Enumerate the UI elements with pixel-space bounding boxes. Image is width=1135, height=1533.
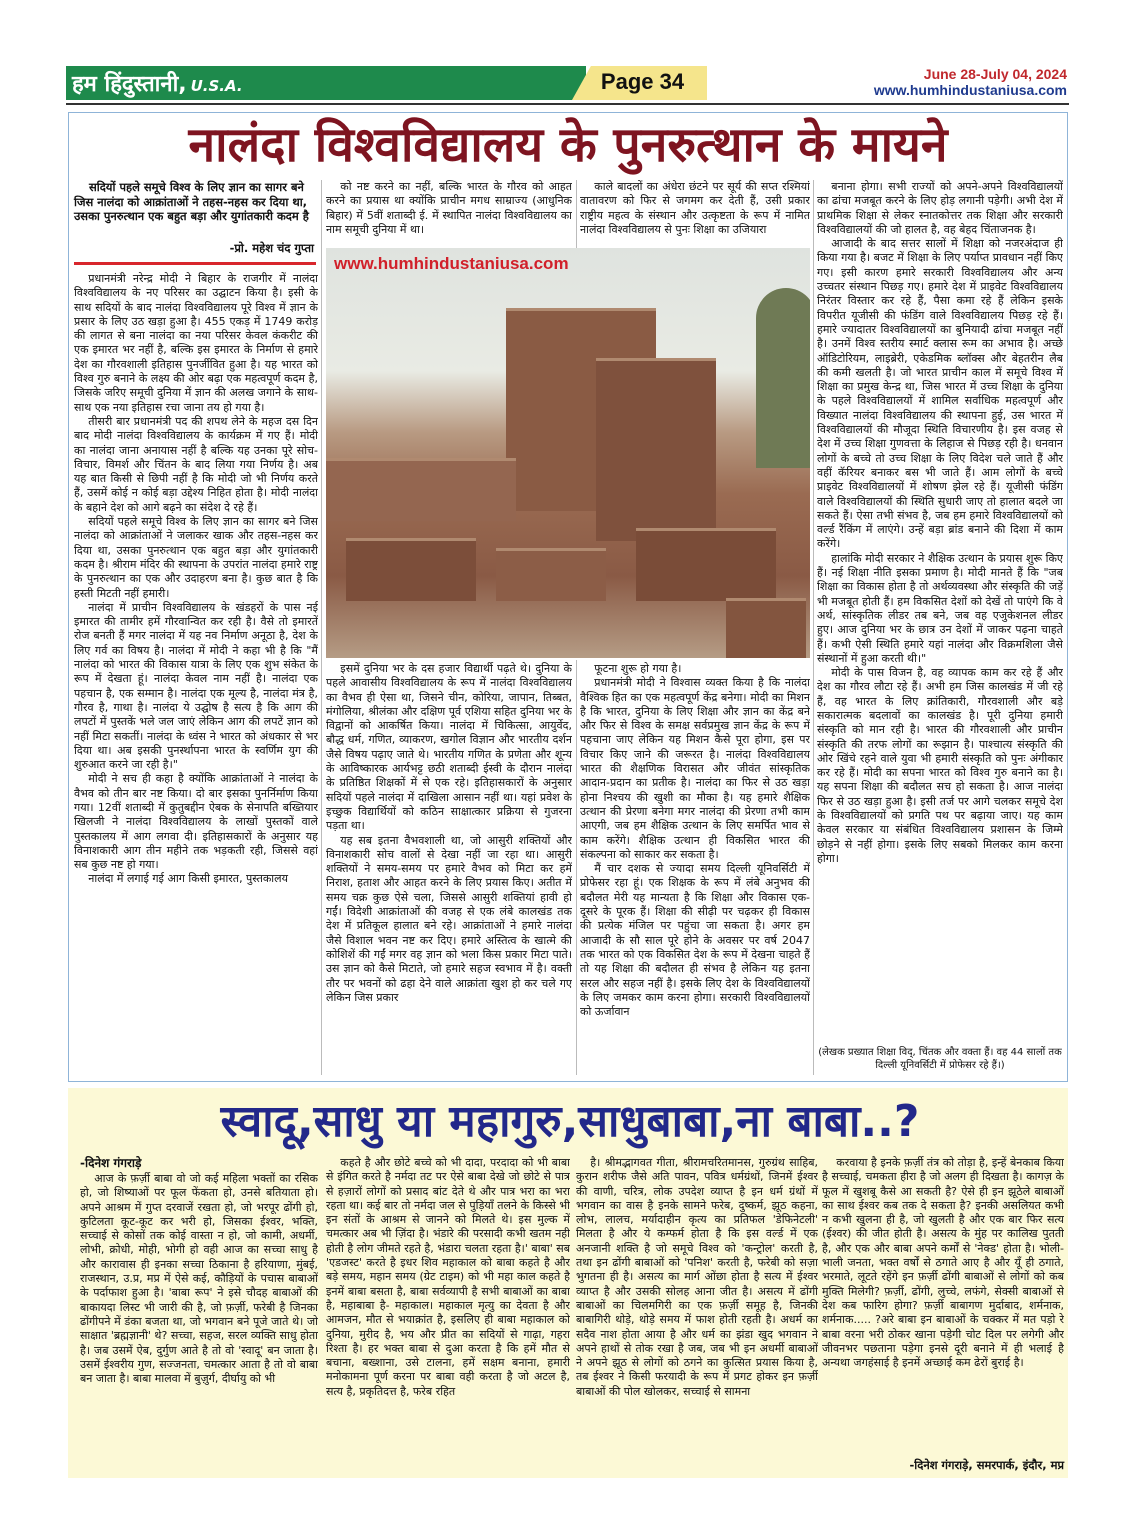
paragraph: करवाया है इनके फ़र्ज़ी तंत्र को तोड़ा है, इन्हें बेनकाब किया है सच्चाई, चमकता हीरा है जो अलग ही दिखता है। कागज़ के फूल में खुशबू कैसे आ सकती है? ऐसे ही इन झूठेले बाबाओं का साथ ईश्वर कब तक दे सकता है? इनकी असलियत कभी न कभी खुलना ही है, जो खुलती है और एक बार फिर सत्य (ईश्वर) की जीत होती है। असत्य के मुंह पर कालिख पुतती है, और एक और बाबा अपने कर्मों से 'नेक्ड' होता है। भोली-भाली जनता, भक्त वर्षों से ठगाते आए है और यूँ ही ठगाते, भरमाते, लूटते रहेंगे इन फ़र्ज़ी ढोंगी बाबाओं से लोगों को कब मुक्ति मिलेगी? फ़र्ज़ी, ढोंगी, लुच्चे, लफंगे, सेक्सी बाबाओं से देश कब फारिग होगा? फ़र्ज़ी बाबागण मुर्दाबाद, शर्मनाक, शर्मनाक..... ?अरे बाबा इन बाबाओं के चक्कर में मत पड़ो रे बाबा वरना भरी ठोकर खाना पड़ेगी चोट दिल पर लगेगी और जीवनभर पछताना पड़ेगा इनसे दूरी बनाने में ही भलाई है अन्यथा जगहंसाई है इनमें अच्छाई कम ढेरों बुराई है। [822, 1156, 1064, 1370]
ruin-block [636, 528, 776, 601]
paragraph: है। श्रीमद्भागवत गीता, श्रीरामचरितमानस, गुरुग्रंथ साहिब, कुरान शरीफ जैसे अति पावन, पवित्र धर्मग्रंथों, जिनमें ईश्वर की वाणी, चरित्र, लोक उपदेश व्याप्त है इन धर्म ग्रंथों में भगवान का वास है इनके सामने फरेब, दुष्कर्म, झूठ कहना, लोभ, लालच, मर्यादाहीन कृत्य का प्रतिफल 'डेफिनेटली' मिलता है और ये कम्फर्म होता है कि इस वर्ल्ड में एक अनजानी शक्ति है जो समूचे विश्व को 'कन्ट्रोल' करती है, तथा इन ढोंगी बाबाओं को 'पनिश' करती है, फरेबी को सज़ा भुगतना ही है। असत्य का मार्ग ओंछा होता है सत्य में ईश्वर व्याप्त है और उसकी सोलह आना जीत है। असत्य में ढोंगी बाबाओं का चिलमगिरी का एक फ़र्ज़ी समूह है, जिनकी बाबागिरी थोड़े, थोड़े समय में फाश होती रहती है। अधर्म का सदैव नाश होता आया है और धर्म का झंडा खुद भगवान ने अपने हाथों से तोक रखा है जब, जब भी इन अधर्मी बाबाओं ने अपने झूठ से लोगों को ठगने का कुत्सित प्रयास किया है, तब ईश्वर ने किसी फरयादी के रूप में प्रगट होकर इन फ़र्ज़ी बाबाओं की पोल खोलकर, सच्चाई से सामना [576, 1156, 818, 1398]
issue-date: June 28-July 04, 2024 [923, 66, 1067, 82]
column-rule [813, 180, 814, 1075]
paragraph: सदियों पहले समूचे विश्व के लिए ज्ञान का सागर बने जिस नालंदा को आक्रांताओं ने जलाकर खाक और तहस-नहस कर दिया था, उसका पुनरुत्थान एक बहुत बड़ा और युगांतकारी कदम है। श्रीराम मंदिर की स्थापना के उपरांत नालंदा हमारे राष्ट्र के पुनरुत्थान का एक और उदाहरण बना है। कुछ बात है कि हस्ती मिटती नहीं हमारी। [74, 515, 318, 600]
second-article-column-3 [576, 1156, 818, 1474]
ruin-tower [596, 358, 716, 541]
article-column-2-bottom [326, 662, 572, 1076]
article-column-1 [74, 272, 318, 1078]
article-headline: नालंदा विश्वविद्यालय के पुनरुत्थान के मायने [188, 117, 948, 173]
column-rule [576, 660, 577, 1075]
author-note: (लेखक प्रख्यात शिक्षा विद्, चिंतक और वक्ता हैं। वह 44 सालों तक दिल्ली यूनिवर्सिटी में प्रोफेसर रहे हैं।) [818, 1047, 1062, 1071]
paragraph: मोदी के पास विजन है, वह व्यापक काम कर रहे हैं और देश का गौरव लौटा रहे हैं। अभी हम जिस कालखंड में जी रहे हैं, वह भारत के लिए क्रांतिकारी, गौरवशाली और बड़े सकारात्मक बदलावों का कालखंड है। पूरी दुनिया हमारी संस्कृति को मान रही है। भारत की गौरवशाली और प्राचीन संस्कृति की तरफ लोगों का रूझान है। पाश्चात्य संस्कृति की ओर खिंचे रहने वाले युवा भी हमारी संस्कृति को पुनः अंगीकार कर रहे हैं। मोदी का सपना भारत को विश्व गुरु बनाने का है। यह सपना शिक्षा की बदौलत सच हो सकता है। आज नालंदा फिर से उठ खड़ा हुआ है। इसी तर्ज पर आगे चलकर समूचे देश के विश्वविद्यालयों को प्रगति पथ पर बढ़ाया जाए। यह काम केवल सरकार या संबंधित विश्वविद्यालय प्रशासन के जिम्मे छोड़ने से नहीं होगा। इसके लिए सबको मिलकर काम करना होगा। [817, 666, 1063, 865]
nalanda-ruins-photo [326, 248, 810, 658]
article-column-3-top [580, 180, 810, 246]
publication-region: U.S.A. [190, 77, 243, 95]
paragraph: बनाना होगा। सभी राज्यों को अपने-अपने विश्वविद्यालयों का ढांचा मजबूत करने के लिए होड़ लगानी पड़ेगी। अभी देश में प्राथमिक शिक्षा से लेकर स्नातकोत्तर तक शिक्षा और सरकारी विश्वविद्यालयों की जो हालत है, वह बेहद चिंताजनक है। [817, 180, 1063, 236]
second-article-signature: -दिनेश गंगराड़े, समरपार्क, इंदौर, मप्र [822, 1458, 1064, 1473]
article-column-2-top [326, 180, 572, 246]
ruin-wall [326, 458, 516, 521]
ruin-block [726, 598, 806, 658]
paragraph: आजादी के बाद सत्तर सालों में शिक्षा को नजरअंदाज ही किया गया है। बजट में शिक्षा के लिए पर्याप्त प्रावधान नहीं किए गए। इसी कारण हमारे सरकारी विश्वविद्यालय और अन्य उच्चतर संस्थान पिछड़ गए। हमारे देश में प्राइवेट विश्वविद्यालय निरंतर विस्तार कर रहे हैं, पैसा कमा रहे हैं लेकिन इसके विपरीत यूजीसी की फंडिंग वाले विश्वविद्यालय पिछड़ रहे हैं। हमारे ज्यादातर विश्वविद्यालयों का बुनियादी ढांचा मजबूत नहीं है। उनमें विश्व स्तरीय स्मार्ट क्लास रूम का अभाव है। अच्छे ऑडिटोरियम, लाइब्रेरी, एकेडमिक ब्लॉक्स और बेहतरीन लैब की कमी खलती है। जो भारत प्राचीन काल में समूचे विश्व में शिक्षा का प्रमुख केन्द्र था, जिस भारत में उच्च शिक्षा के दुनिया के पहले विश्वविद्यालयों में शामिल सर्वाधिक महत्वपूर्ण और विख्यात नालंदा विश्वविद्यालय की स्थापना हुई, उस भारत में विश्वविद्यालयों की मौजूदा स्थिति विचारणीय है। इस वजह से देश में उच्च शिक्षा गुणवत्ता के लिहाज से पिछड़ रही है। धनवान लोगों के बच्चे तो उच्च शिक्षा के लिए विदेश चले जाते हैं और वहीं कॅरियर बनाकर बस भी जाते हैं। आम लोगों के बच्चे प्राइवेट विश्वविद्यालयों में शोषण झेल रहे हैं। यूजीसी फंडिंग वाले विश्वविद्यालयों की स्थिति सुधारी जाए तो हालात बदले जा सकते हैं। ऐसा तभी संभव है, जब हम हमारे विश्वविद्यालयों को वर्ल्ड रैंकिंग में लाएंगे। उन्हें बड़ा ब्रांड बनाने की दिशा में काम करेंगे। [817, 237, 1063, 551]
second-article-column-1 [80, 1172, 318, 1472]
article-column-3-bottom [580, 662, 810, 1076]
page-number: Page 34 [600, 69, 685, 94]
column-rule [576, 180, 577, 248]
paragraph: यह सब इतना वैभवशाली था, जो आसुरी शक्तियों और विनाशकारी सोच वालों से देखा नहीं जा रहा था। आसुरी शक्तियों ने समय-समय पर हमारे वैभव को मिटा कर हमें निराश, हताश और आहत करने के लिए प्रयास किए। अतीत में समय चक्र कुछ ऐसे चला, जिससे आसुरी शक्तियां हावी हो गईं। विदेशी आक्रांताओं की वजह से एक लंबे कालखंड तक देश में प्रतिकूल हालात बने रहे। आक्रांताओं ने हमारे नालंदा जैसे विशाल भवन नष्ट कर दिए। हमारे अस्तित्व के खात्मे की कोशिशें की गईं मगर वह ज्ञान को भला किस प्रकार मिटा पाते। उस ज्ञान को कैसे मिटाते, जो हमारे सहज स्वभाव में है। वक्ती तौर पर भवनों को ढहा देने वाले आक्रांता खुश हो कर चले गए लेकिन जिस प्रकार [326, 833, 572, 1004]
publication-name [72, 68, 243, 98]
paragraph: को नष्ट करने का नहीं, बल्कि भारत के गौरव को आहत करने का प्रयास था क्योंकि प्राचीन मगध साम्राज्य (आधुनिक बिहार) में 5वीं शताब्दी ई. में स्थापित नालंदा विश्वविद्यालय का नाम समूची दुनिया में था। [326, 180, 572, 236]
paragraph: तीसरी बार प्रधानमंत्री पद की शपथ लेने के महज दस दिन बाद मोदी नालंदा विश्वविद्यालय के कार्यक्रम में गए हैं। मोदी का नालंदा जाना अनायास नहीं है बल्कि यह उनका पूरे सोच-विचार, विमर्श और चिंतन के बाद लिया गया निर्णय है। अब यह बात किसी से छिपी नहीं है कि मोदी जो भी निर्णय करते हैं, उसमें कोई न कोई बड़ा उद्देश्य निहित होता है। मोदी नालंदा के बहाने देश को आगे बढ़ने का संदेश दे रहे हैं। [74, 414, 318, 514]
quote-divider [74, 262, 316, 265]
paragraph: नालंदा में प्राचीन विश्वविद्यालय के खंडहरों के पास नई इमारत की तामीर हमें गौरवान्वित कर रही है। वैसे तो इमारतें रोज बनती हैं मगर नालंदा में यह नव निर्माण अनूठा है, देश के लिए गर्व का विषय है। नालंदा में मोदी ने कहा भी है कि "मैं नालंदा को भारत की विकास यात्रा के लिए एक शुभ संकेत के रूप में देखता हूं। नालंदा केवल नाम नहीं है। नालंदा एक पहचान है, एक सम्मान है। नालंदा एक मूल्य है, नालंदा मंत्र है, गौरव है, गाथा है। नालंदा ये उद्घोष है सत्य है कि आग की लपटों में पुस्तकें भले जल जाएं लेकिन आग की लपटें ज्ञान को नहीं मिटा सकतीं। नालंदा के ध्वंस ने भारत को अंधकार से भर दिया था। अब इसकी पुनर्स्थापना भारत के स्वर्णिम युग की शुरुआत करने जा रही है।" [74, 600, 318, 772]
paragraph: आज के फ़र्ज़ी बाबा वो जो कई महिला भक्तों का रसिक हो, जो शिष्याओं पर फूल फेंकता हो, उनसे बतियाता हो। अपने आश्रम में गुप्त दरवाजें रखता हो, जो भरपूर ढोंगी हो, कुटिलता कूट-कूट कर भरी हो, जिसका ईश्वर, भक्ति, सच्चाई से कोसों तक कोई वास्ता न हो, जो कामी, अधर्मी, लोभी, क्रोधी, मोही, भोगी हो वही आज का सच्चा साधु है और कारावास ही इनका सच्चा ठिकाना है हरियाणा, मुंबई, राजस्थान, उ.प्र, मप्र में ऐसे कई, कौड़ियों के पचास बाबाओं के पर्दाफाश हुआ है। 'बाबा रूप' ने इसे चौदह बाबाओं की बाकायदा लिस्ट भी जारी की है, जो फ़र्ज़ी, फरेबी है जिनका ढोंगीपने में डंका बजता था, जो भगवान बने पूजे जाते थे। जो साक्षात 'ब्रह्मज्ञानी' थे? सच्चा, सहज, सरल व्यक्ति साधु होता है। जब उसमें ऐब, दुर्गुण आते है तो वो 'स्वादू' बन जाता है। उसमें ईश्वरीय गुण, सज्जनता, चमत्कार आता है तो वो बाबा बन जाता है। बाबा मालवा में बुज़ुर्ग, दीर्घायु को भी [80, 1172, 318, 1386]
paragraph: प्रधानमंत्री नरेन्द्र मोदी ने बिहार के राजगीर में नालंदा विश्वविद्यालय के नए परिसर का उद्घाटन किया है। इसी के साथ सदियों के बाद नालंदा विश्वविद्यालय पूरे विश्व में ज्ञान के प्रसार के लिए उठ खड़ा हुआ है। 455 एकड़ में 1749 करोड़ की लागत से बना नालंदा का नया परिसर केवल कंकरीट की एक इमारत भर नहीं है, बल्कि इस इमारत के निर्माण से हमारे देश का गौरवशाली इतिहास पुनर्जीवित हुआ है। यह भारत को विश्व गुरु बनाने के लक्ष्य की ओर बढ़ा एक महत्वपूर्ण कदम है, जिसके जरिए समूची दुनिया में ज्ञान की अलख जगाने के साथ-साथ एक नया इतिहास रचा जाना तय हो गया है। [74, 272, 318, 414]
publication-title: हम हिंदुस्तानी, [72, 72, 187, 97]
pull-quote-text: सदियों पहले समूचे विश्व के लिए ज्ञान का सागर बने जिस नालंदा को आक्रांताओं ने तहस-नहस कर दिया था, उसका पुनरुत्थान एक बहुत बड़ा और युगांतकारी कदम है [74, 180, 309, 223]
ruin-block [496, 548, 606, 601]
second-article-headline: स्वादू,साधु या महागुरु,साधुबाबा,ना बाबा..? [220, 1096, 920, 1147]
article-column-4 [817, 180, 1063, 1078]
second-article-byline: -दिनेश गंगराड़े [80, 1156, 142, 1170]
second-article-column-4 [822, 1156, 1064, 1474]
paragraph: इसमें दुनिया भर के दस हजार विद्यार्थी पढ़ते थे। दुनिया के पहले आवासीय विश्वविद्यालय के रूप में नालंदा विश्वविद्यालय का वैभव ही ऐसा था, जिसने चीन, कोरिया, जापान, तिब्बत, मंगोलिया, श्रीलंका और दक्षिण पूर्व एशिया सहित दुनिया भर के विद्वानों को आकर्षित किया। नालंदा में चिकित्सा, आयुर्वेद, बौद्ध धर्म, गणित, व्याकरण, खगोल विज्ञान और भारतीय दर्शन जैसे विषय पढ़ाए जाते थे। भारतीय गणित के प्रणेता और शून्य के आविष्कारक आर्यभट्ट छठी शताब्दी ईस्वी के दौरान नालंदा के प्रतिष्ठित शिक्षकों में से एक रहे। इतिहासकारों के अनुसार सदियों पहले नालंदा में दाखिला आसान नहीं था। यहां प्रवेश के इच्छुक विद्यार्थियों को कठिन साक्षात्कार प्रक्रिया से गुजरना पड़ता था। [326, 662, 572, 833]
paragraph: फूटना शुरू हो गया है। [594, 662, 682, 675]
ruin-block [346, 538, 476, 601]
header-divider [66, 103, 1069, 105]
photo-watermark: www.humhindustaniusa.com [334, 254, 569, 273]
second-article-column-2 [326, 1156, 570, 1474]
paragraph: मोदी ने सच ही कहा है क्योंकि आक्रांताओं ने नालंदा के वैभव को तीन बार नष्ट किया। दो बार इसका पुनर्निर्माण किया गया। 12वीं शताब्दी में कुतुबद्दीन ऐबक के सेनापति बख्तियार खिलजी ने नालंदा विश्वविद्यालय के लाखों पुस्तकों वाले पुस्तकालय में आग लगवा दी। इतिहासकारों के अनुसार यह विनाशकारी आग तीन महीने तक भड़कती रही, जिससे वहां सब कुछ नष्ट हो गया। [74, 772, 318, 872]
author-name: -प्रो. महेश चंद गुप्ता [229, 241, 314, 255]
paragraph: काले बादलों का अंधेरा छंटने पर सूर्य की सप्त रश्मियां वातावरण को फिर से जगमग कर देती हैं, उसी प्रकार राष्ट्रीय महत्व के संस्थान और उत्कृष्टता के रूप में नामित नालंदा विश्वविद्यालय से पुनः शिक्षा का उजियारा [580, 180, 810, 236]
author-note-wrap [817, 1046, 1063, 1072]
tree [756, 288, 810, 468]
paragraph: कहते है और छोटे बच्चे को भी दादा, परदादा को भी बाबा से इंगित करते है नर्मदा तट पर ऐसे बाबा देखे जो छोटे से पात्र से हज़ारों लोगों को प्रसाद बांट देते थे और पात्र भरा का भरा रहता था। कई बार तो नर्मदा जल से पुड़ियाँ तलने के किस्से भी इन संतों के आश्रम से जानने को मिलते थे। इस मुल्क में चमत्कार अब भी ज़िंदा है। भंडारे की परसादी कभी खतम नही होती है लोग जीमते रहते है, भंडारा चलता रहता है।' बाबा' सब 'एडजस्ट' करते है इधर शिव महाकाल को बाबा कहते है और बड़े समय, महान समय (ग्रेट टाइम) को भी महा काल कहते है इनमें बाबा बसता है, बाबा सर्वव्यापी है सभी बाबाओं का बाबा है, महाबाबा है- महाकाल। महाकाल मृत्यु का देवता है और आमजन, मौत से भयाक्रांत है, इसलिए ही बाबा महाकाल को दुनिया, मुरीद है, भय और प्रीत का सदियों से गाढ़ा, गहरा रिश्ता है। हर भक्त बाबा से दुआ करता है कि हमें मौत से बचाना, बख्शाना, उसे टालना, हमें सक्षम बनाना, हमारी मनोकामना पूर्ण करना पर बाबा वही करता है जो अटल है, सत्य है, प्रकृतिदत्त है, फरेब रहित [326, 1156, 570, 1398]
column-rule [321, 180, 322, 1075]
paragraph: मैं चार दशक से ज्यादा समय दिल्ली यूनिवर्सिटी में प्रोफेसर रहा हूं। एक शिक्षक के रूप में लंबे अनुभव की बदौलत मेरी यह मान्यता है कि शिक्षा और विकास एक-दूसरे के पूरक हैं। शिक्षा की सीढ़ी पर चढ़कर ही विकास की प्रत्येक मंजिल पर पहुंचा जा सकता है। अगर हम आजादी के सौ साल पूरे होने के अवसर पर वर्ष 2047 तक भारत को एक विकसित देश के रूप में देखना चाहते हैं तो यह शिक्षा की बदौलत ही संभव है लेकिन यह इतना सरल और सहज नहीं है। इसके लिए देश के विश्वविद्यालयों के लिए जमकर काम करना होगा। सरकारी विश्वविद्यालयों को ऊर्जावान [580, 862, 810, 1019]
website-link[interactable]: www.humhindustaniusa.com [873, 82, 1067, 98]
paragraph: नालंदा में लगाई गई आग किसी इमारत, पुस्तकालय [88, 872, 288, 886]
paragraph: प्रधानमंत्री मोदी ने विश्वास व्यक्त किया है कि नालंदा वैश्विक हित का एक महत्वपूर्ण केंद्र बनेगा। मोदी का मिशन है कि भारत, दुनिया के लिए शिक्षा और ज्ञान का केंद्र बने और फिर से विश्व के समक्ष सर्वप्रमुख ज्ञान केंद्र के रूप में पहचाना जाए लेकिन यह मिशन कैसे पूरा होगा, इस पर विचार किए जाने की जरूरत है। नालंदा विश्वविद्यालय भारत की शैक्षणिक विरासत और जीवंत सांस्कृतिक आदान-प्रदान का प्रतीक है। नालंदा का फिर से उठ खड़ा होना निश्चय की खुशी का मौका है। यह हमारे शैक्षिक उत्थान की प्रेरणा बनेगा मगर नालंदा की प्रेरणा तभी काम आएगी, जब हम शैक्षिक उत्थान के लिए समर्पित भाव से काम करेंगे। शैक्षिक उत्थान ही विकसित भारत की संकल्पना को साकार कर सकता है। [580, 676, 810, 861]
pull-quote [74, 180, 314, 224]
paragraph: हालांकि मोदी सरकार ने शैक्षिक उत्थान के प्रयास शुरू किए हैं। नई शिक्षा नीति इसका प्रमाण है। मोदी मानते हैं कि "जब शिक्षा का विकास होता है तो अर्थव्यवस्था और संस्कृति की जड़ें भी मजबूत होती हैं। हम विकसित देशों को देखें तो पाएंगे कि वे अर्थ, सांस्कृतिक लीडर तब बने, जब वह एजुकेशनल लीडर हुए। आज दुनिया भर के छात्र उन देशों में जाकर पढ़ना चाहते हैं। कभी ऐसी स्थिति हमारे यहां नालंदा और विक्रमशिला जैसे संस्थानों में हुआ करती थी।" [817, 551, 1063, 665]
